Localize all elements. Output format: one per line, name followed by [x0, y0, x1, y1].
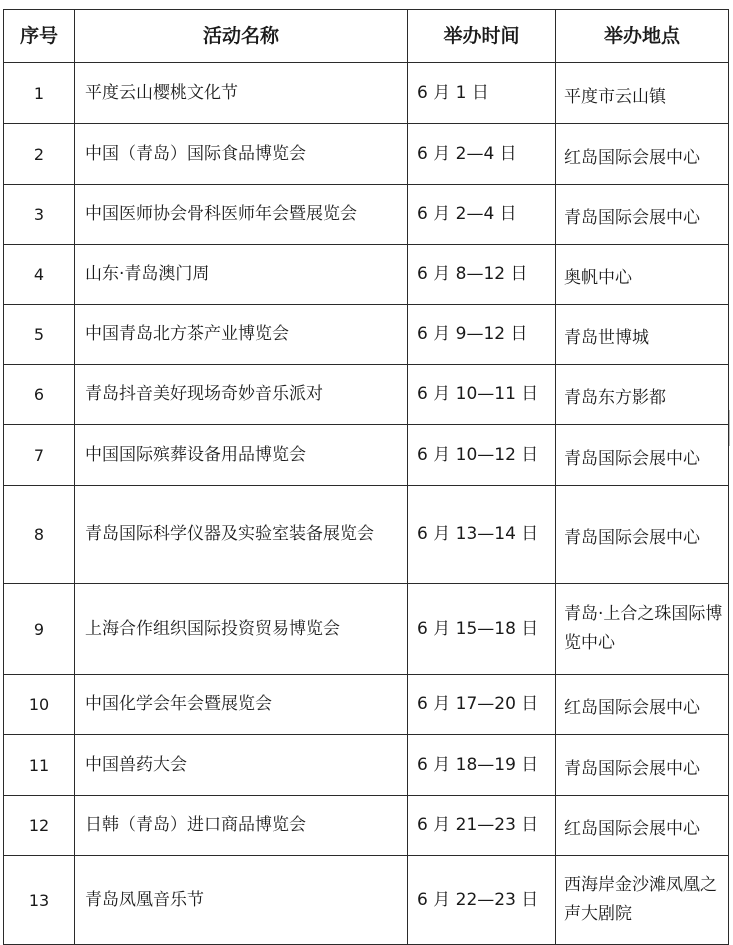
event-venue: 青岛国际会展中心 — [556, 425, 729, 486]
event-name: 青岛国际科学仪器及实验室装备展览会 — [75, 486, 408, 584]
row-index: 10 — [4, 675, 75, 735]
event-date: 6 月 18—19 日 — [408, 735, 556, 796]
table-row — [4, 185, 729, 245]
event-name: 上海合作组织国际投资贸易博览会 — [75, 584, 408, 675]
event-date: 6 月 2—4 日 — [408, 124, 556, 185]
table-row — [4, 63, 729, 124]
event-name: 山东·青岛澳门周 — [75, 245, 408, 305]
event-name: 中国国际殡葬设备用品博览会 — [75, 425, 408, 486]
event-venue: 西海岸金沙滩凤凰之声大剧院 — [556, 856, 729, 945]
event-venue: 青岛·上合之珠国际博览中心 — [556, 584, 729, 675]
events-table — [3, 9, 729, 945]
header-index: 序号 — [4, 10, 75, 63]
row-index: 6 — [4, 365, 75, 425]
table-row — [4, 305, 729, 365]
table-row — [4, 735, 729, 796]
event-name: 青岛凤凰音乐节 — [75, 856, 408, 945]
event-venue: 青岛国际会展中心 — [556, 185, 729, 245]
event-date: 6 月 2—4 日 — [408, 185, 556, 245]
event-name: 中国医师协会骨科医师年会暨展览会 — [75, 185, 408, 245]
event-venue: 平度市云山镇 — [556, 63, 729, 124]
event-name: 中国兽药大会 — [75, 735, 408, 796]
row-index: 1 — [4, 63, 75, 124]
header-venue: 举办地点 — [556, 10, 729, 63]
event-date: 6 月 17—20 日 — [408, 675, 556, 735]
event-name: 中国青岛北方茶产业博览会 — [75, 305, 408, 365]
event-venue: 青岛东方影都 — [556, 365, 729, 425]
event-venue: 红岛国际会展中心 — [556, 675, 729, 735]
row-index: 13 — [4, 856, 75, 945]
row-index: 8 — [4, 486, 75, 584]
event-venue: 青岛国际会展中心 — [556, 735, 729, 796]
table-row — [4, 856, 729, 945]
table-row — [4, 675, 729, 735]
event-date: 6 月 21—23 日 — [408, 796, 556, 856]
table-row — [4, 425, 729, 486]
row-index: 11 — [4, 735, 75, 796]
event-venue: 红岛国际会展中心 — [556, 124, 729, 185]
event-date: 6 月 22—23 日 — [408, 856, 556, 945]
row-index: 3 — [4, 185, 75, 245]
event-date: 6 月 8—12 日 — [408, 245, 556, 305]
row-index: 4 — [4, 245, 75, 305]
row-index: 12 — [4, 796, 75, 856]
event-venue: 青岛世博城 — [556, 305, 729, 365]
table-row — [4, 124, 729, 185]
row-index: 7 — [4, 425, 75, 486]
event-name: 日韩（青岛）进口商品博览会 — [75, 796, 408, 856]
header-event-name: 活动名称 — [75, 10, 408, 63]
table-row — [4, 486, 729, 584]
table-row — [4, 365, 729, 425]
row-index: 2 — [4, 124, 75, 185]
table-row — [4, 245, 729, 305]
edge-mark — [729, 410, 730, 446]
table-row — [4, 584, 729, 675]
event-date: 6 月 10—12 日 — [408, 425, 556, 486]
event-name: 中国（青岛）国际食品博览会 — [75, 124, 408, 185]
event-venue: 奥帆中心 — [556, 245, 729, 305]
event-date: 6 月 9—12 日 — [408, 305, 556, 365]
event-name: 中国化学会年会暨展览会 — [75, 675, 408, 735]
event-venue: 红岛国际会展中心 — [556, 796, 729, 856]
event-name: 平度云山樱桃文化节 — [75, 63, 408, 124]
event-date: 6 月 15—18 日 — [408, 584, 556, 675]
row-index: 5 — [4, 305, 75, 365]
row-index: 9 — [4, 584, 75, 675]
table-row — [4, 796, 729, 856]
event-venue: 青岛国际会展中心 — [556, 486, 729, 584]
event-date: 6 月 10—11 日 — [408, 365, 556, 425]
event-name: 青岛抖音美好现场奇妙音乐派对 — [75, 365, 408, 425]
event-date: 6 月 1 日 — [408, 63, 556, 124]
header-date: 举办时间 — [408, 10, 556, 63]
header-row — [4, 10, 729, 63]
event-date: 6 月 13—14 日 — [408, 486, 556, 584]
